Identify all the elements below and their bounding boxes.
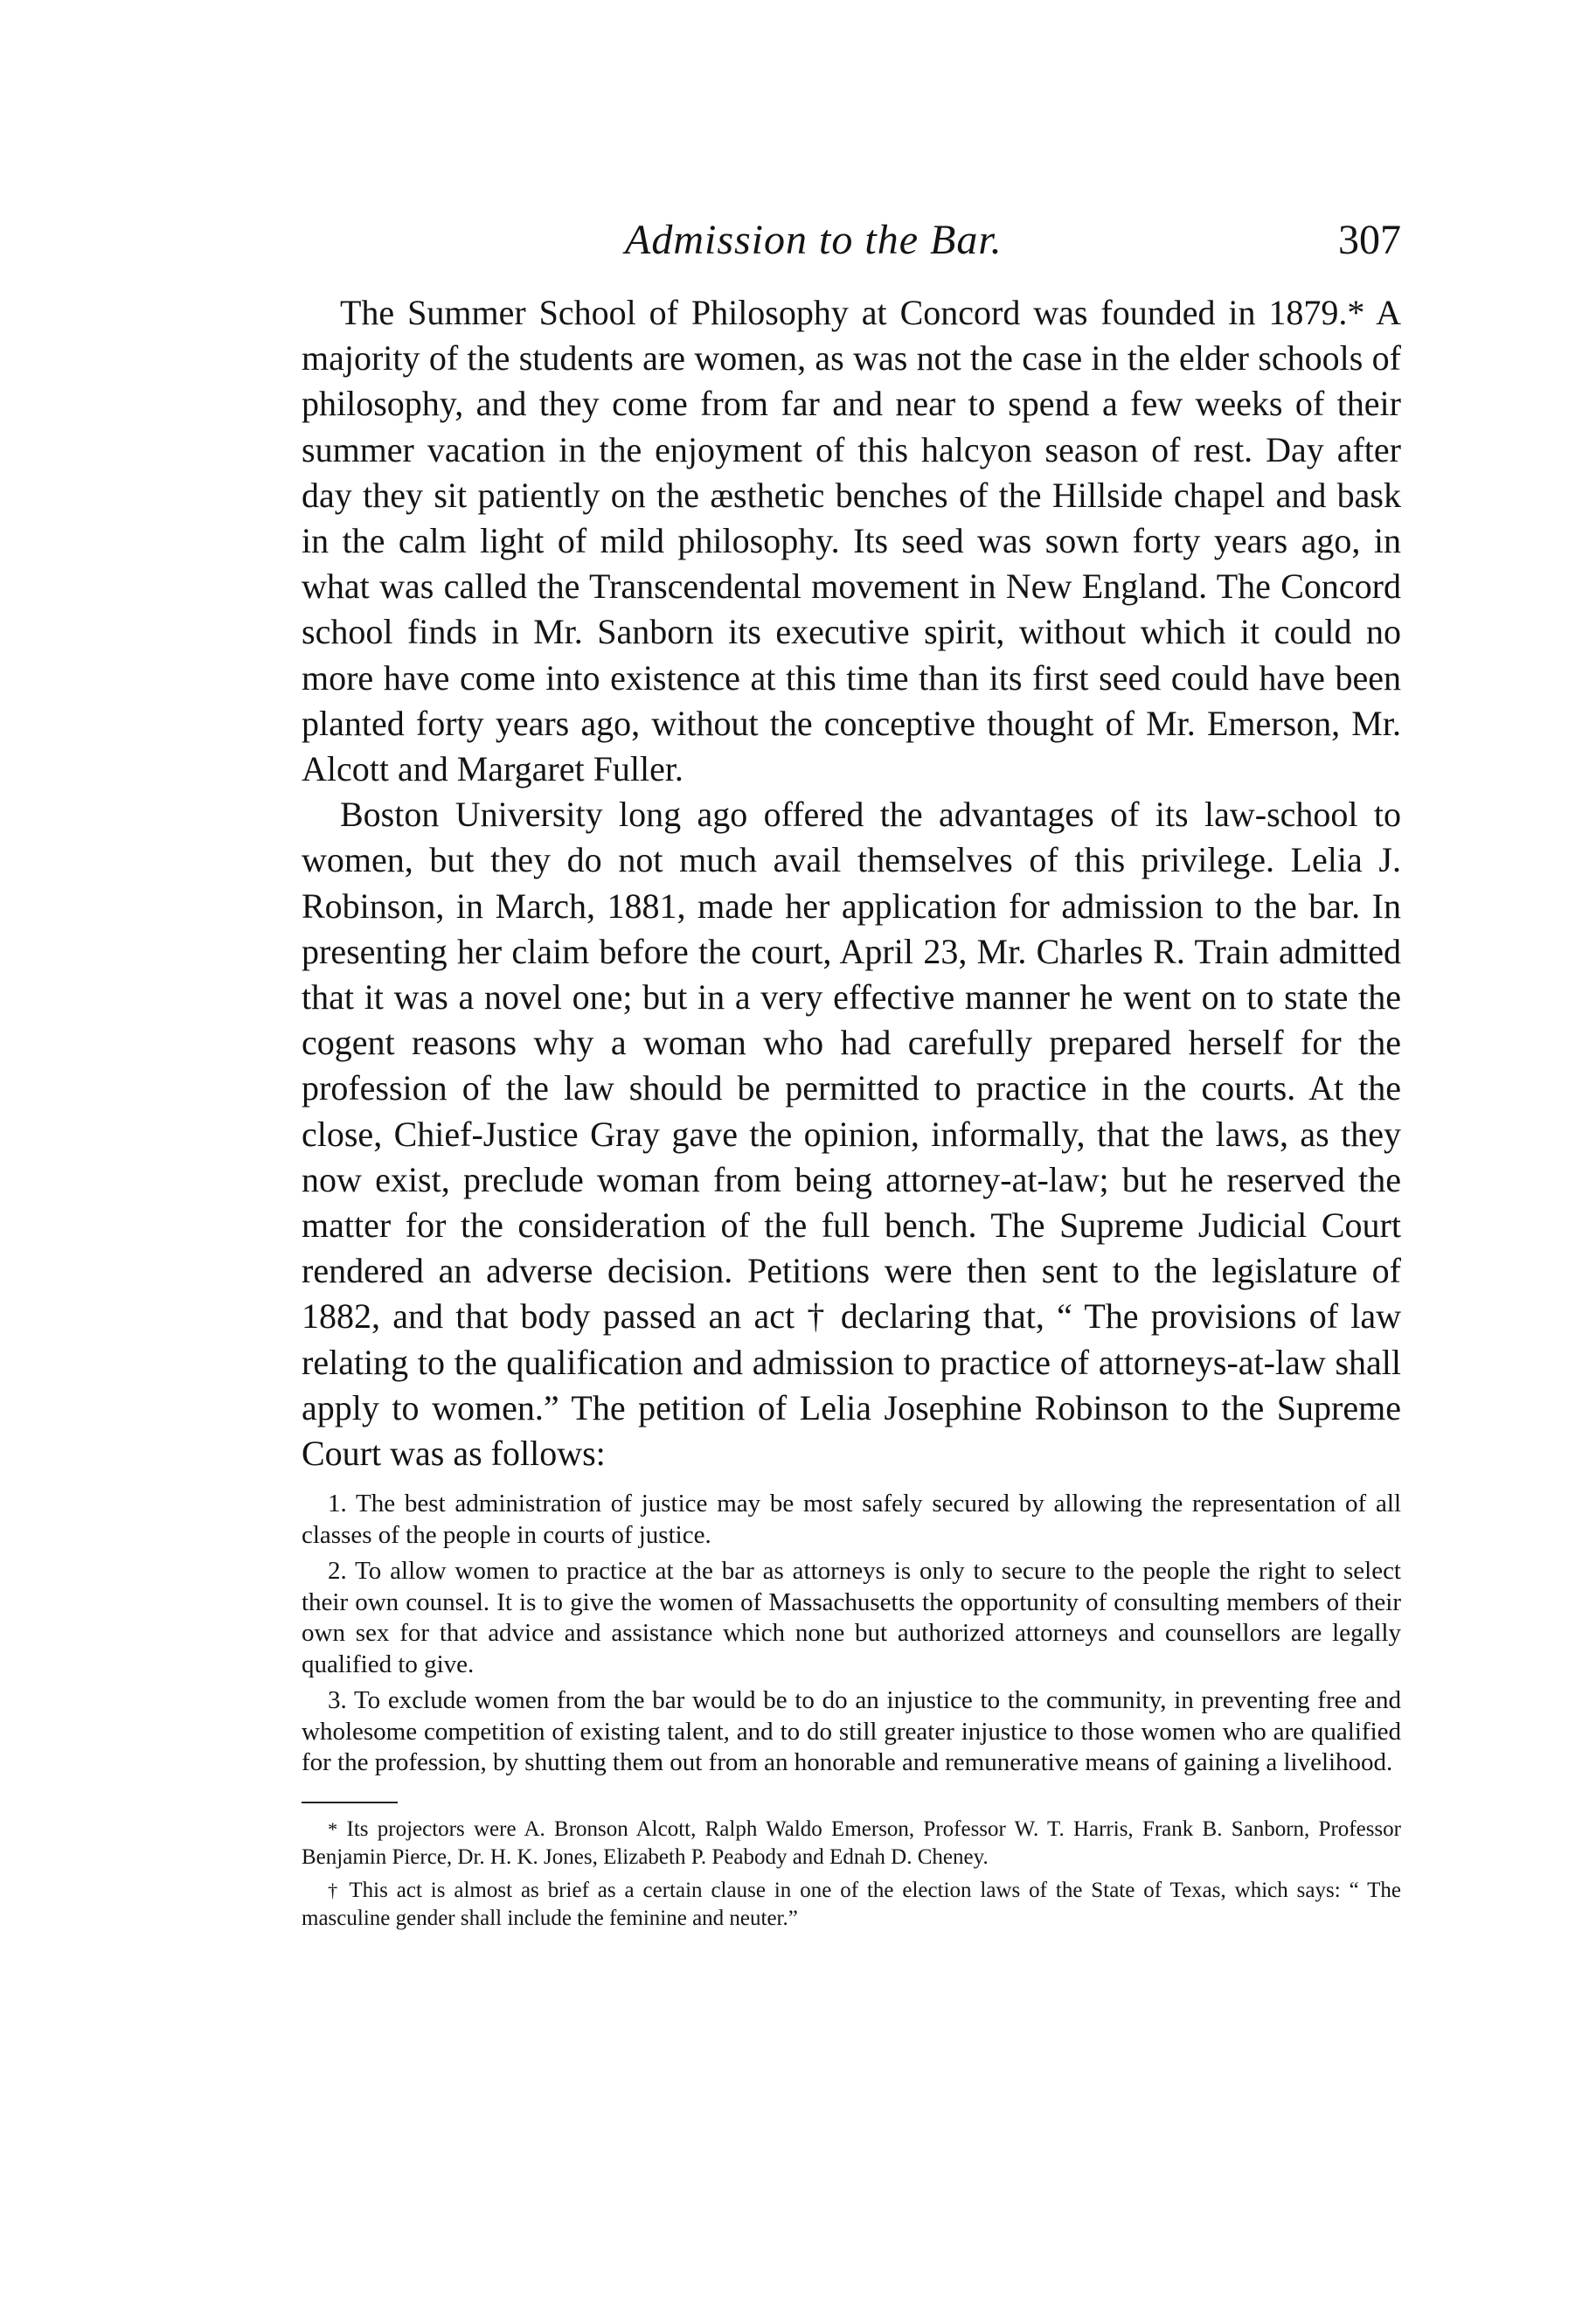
- paragraph-concord-school: The Summer School of Philosophy at Concord was founded in 1879.* A majority of the students are women, as was not the case in the elder schools of philosophy, and they come from far and near to spend a few weeks of their summer vacation in the enjoyment of this halcyon season of rest. Day after day they sit patiently on the æsthetic benches of the Hillside chapel and bask in the calm light of mild philosophy. Its seed was sown forty years ago, in what was called the Transcendental movement in New England. The Concord school finds in Mr. Sanborn its executive spirit, without which it could no more have come into existence at this time than its first seed could have been planted forty years ago, without the conceptive thought of Mr. Emerson, Mr. Alcott and Margaret Fuller.: [302, 293, 1401, 789]
- running-title: Admission to the Bar.: [625, 217, 1003, 263]
- petition-item-3: 3. To exclude women from the bar would be to do an injustice to the community, in preventing free and wholesome competition of existing talent, and to do still greater injustice to those women who are qualified for the profession, by shutting them out from an honorable and remunerative means of gaining a livelihood.: [302, 1686, 1401, 1777]
- footnote-dagger-text: This act is almost as brief as a certain clause in one of the election laws of the State of Texas, which says: “ The masculine gender shall include the feminine and neuter.”: [302, 1878, 1401, 1930]
- body-text: [302, 290, 1401, 1476]
- footnotes: [302, 1816, 1401, 1933]
- book-page: [302, 210, 1401, 1938]
- petition-item-1: 1. The best administration of justice may be most safely secured by allowing the representation of all classes of the people in courts of justice.: [302, 1490, 1401, 1549]
- petition-list: [302, 1489, 1401, 1779]
- paragraph-boston-university: Boston University long ago offered the advantages of its law-school to women, but they do not much avail themselves of this privilege. Lelia J. Robinson, in March, 1881, made her application for admission to the bar. In presenting her claim before the court, April 23, Mr. Charles R. Train admitted that it was a novel one; but in a very effective manner he went on to state the cogent reasons why a woman who had carefully prepared herself for the profession of the law should be permitted to practice in the courts. At the close, Chief-Justice Gray gave the opinion, informally, that the laws, as they now exist, preclude woman from being attorney-at-law; but he reserved the matter for the consideration of the full bench. The Supreme Judicial Court rendered an adverse decision. Petitions were then sent to the legislature of 1882, and that body passed an act † declaring that, “ The provisions of law relating to the qualification and admission to practice of attorneys-at-law shall apply to women.” The petition of Lelia Josephine Robinson to the Supreme Court was as follows:: [302, 795, 1401, 1474]
- footnote-star-mark: *: [328, 1817, 338, 1840]
- footnote-dagger-mark: †: [328, 1879, 341, 1901]
- petition-item-2: 2. To allow women to practice at the bar as attorneys is only to secure to the people the right to select their own counsel. It is to give the women of Massachusetts the opportunity of consulting members of their own sex for that advice and assistance which none but authorized attorneys and counsellors are legally qualified to give.: [302, 1557, 1401, 1678]
- footnote-rule: [302, 1802, 398, 1803]
- footnote-star: [302, 1816, 1401, 1872]
- running-head: [302, 210, 1401, 271]
- footnote-dagger: [302, 1877, 1401, 1933]
- page-number: 307: [1338, 217, 1401, 263]
- footnote-star-text: Its projectors were A. Bronson Alcott, Ralph Waldo Emerson, Professor W. T. Harris, Frank B. Sanborn, Professor Benjamin Pierce, Dr. H. K. Jones, Elizabeth P. Peabody and Ednah D. Cheney.: [302, 1816, 1401, 1869]
